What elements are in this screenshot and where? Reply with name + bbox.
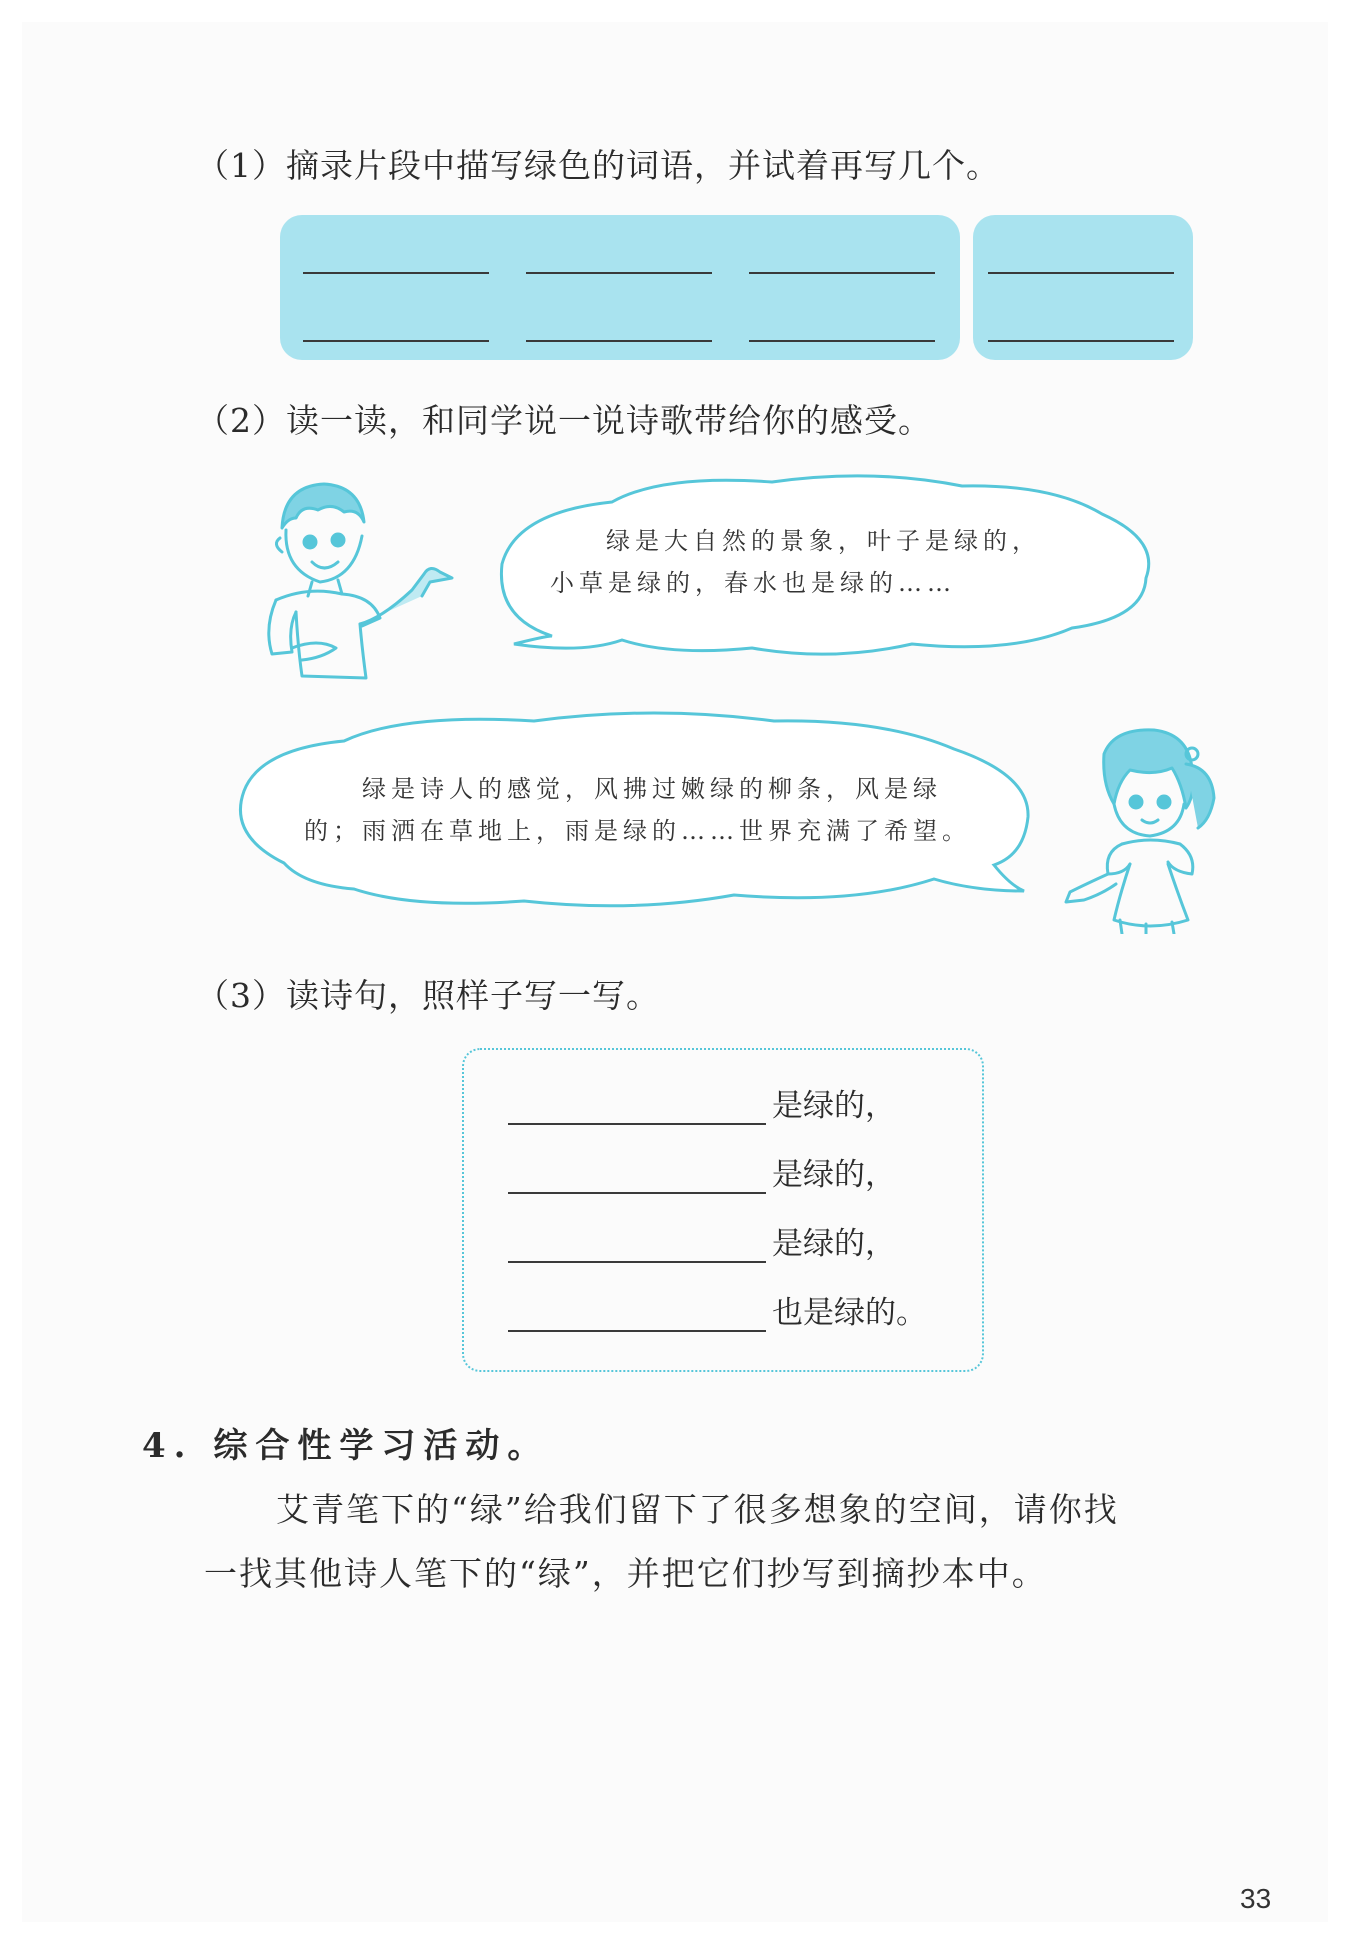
poem-row — [508, 1080, 896, 1125]
poem-row-text: 是绿的， — [772, 1157, 896, 1193]
poem-row — [508, 1218, 896, 1263]
poem-row-text: 是绿的， — [772, 1088, 896, 1124]
word-box-right — [973, 215, 1193, 360]
poem-blank[interactable] — [508, 1300, 766, 1332]
word-blank[interactable] — [749, 340, 935, 342]
boy-illustration — [262, 478, 462, 688]
word-box-left — [280, 215, 960, 360]
word-blank[interactable] — [526, 340, 712, 342]
boy-bubble-line-2: 小草是绿的，春水也是绿的…… — [550, 569, 956, 597]
section-4-paragraph-line-2: 一找其他诗人笔下的“绿”，并把它们抄写到摘抄本中。 — [204, 1554, 1047, 1593]
poem-blank[interactable] — [508, 1162, 766, 1194]
poem-blank[interactable] — [508, 1093, 766, 1125]
boy-bubble-line-1: 绿是大自然的景象，叶子是绿的， — [606, 527, 1041, 555]
poem-row-text: 也是绿的。 — [772, 1295, 927, 1331]
word-blank[interactable] — [303, 272, 489, 274]
section-4-title: 4. 综合性学习活动。 — [142, 1426, 550, 1466]
question-2: （2）读一读，和同学说一说诗歌带给你的感受。 — [196, 401, 932, 440]
word-blank[interactable] — [303, 340, 489, 342]
section-4-paragraph-line-1: 艾青笔下的“绿”给我们留下了很多想象的空间，请你找 — [276, 1490, 1119, 1529]
word-blank[interactable] — [749, 272, 935, 274]
question-3: （3）读诗句，照样子写一写。 — [196, 976, 660, 1015]
poem-row-text: 是绿的， — [772, 1226, 896, 1262]
word-blank[interactable] — [988, 340, 1174, 342]
page-number: 33 — [1240, 1883, 1272, 1914]
poem-row — [508, 1149, 896, 1194]
girl-illustration — [1064, 724, 1224, 934]
girl-bubble-line-2: 的；雨洒在草地上，雨是绿的……世界充满了希望。 — [304, 817, 971, 845]
girl-bubble-line-1: 绿是诗人的感觉，风拂过嫩绿的柳条，风是绿 — [362, 775, 942, 803]
word-blank[interactable] — [988, 272, 1174, 274]
poem-blank[interactable] — [508, 1231, 766, 1263]
word-blank[interactable] — [526, 272, 712, 274]
question-1: （1）摘录片段中描写绿色的词语，并试着再写几个。 — [196, 146, 1000, 185]
poem-row — [508, 1287, 927, 1332]
